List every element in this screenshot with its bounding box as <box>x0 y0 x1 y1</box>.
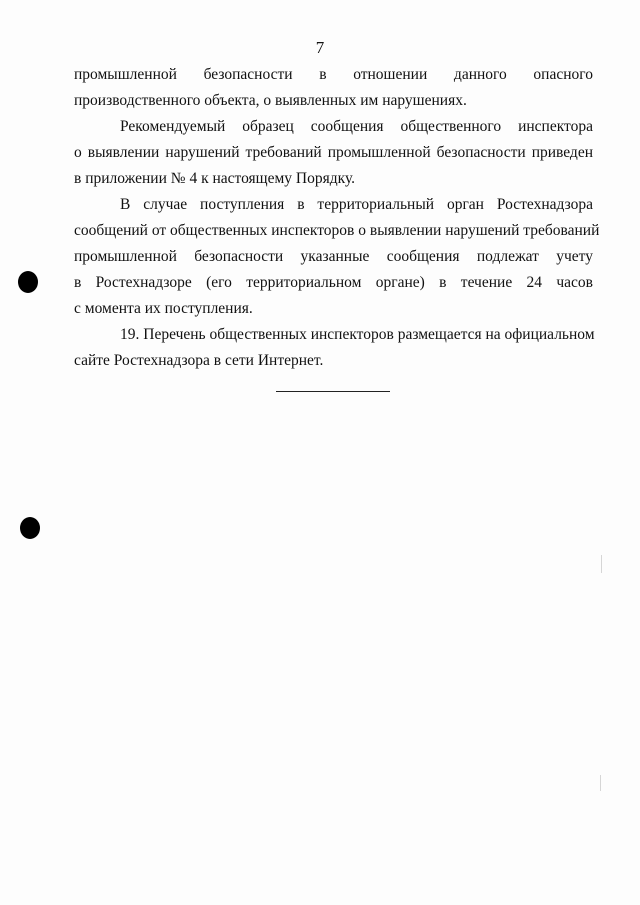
document-body <box>74 62 600 374</box>
text-line: в Ростехнадзоре (его территориальном органе) в течение 24 часов <box>74 274 593 291</box>
text-line: Рекомендуемый образец сообщения общественного инспектора <box>120 118 593 135</box>
text-line: В случае поступления в территориальный орган Ростехнадзора <box>120 196 593 213</box>
punch-hole-mark <box>20 517 40 539</box>
paragraph-item-19 <box>74 322 593 374</box>
scan-artifact <box>600 775 601 791</box>
text-line: с момента их поступления. <box>74 300 253 317</box>
text-line: в приложении № 4 к настоящему Порядку. <box>74 170 356 187</box>
text-line: промышленной безопасности в отношении данного опасного <box>74 66 593 83</box>
scan-artifact <box>601 555 602 573</box>
end-of-text-rule <box>276 391 390 392</box>
text-line: сообщений от общественных инспекторов о выявлении нарушений требований <box>74 222 600 239</box>
text-line: промышленной безопасности указанные сообщения подлежат учету <box>74 248 593 265</box>
page-number: 7 <box>315 38 325 57</box>
paragraph-sample-reference <box>74 114 593 192</box>
punch-hole-mark <box>18 271 38 293</box>
paragraph-registration <box>74 192 600 322</box>
text-line: 19. Перечень общественных инспекторов размещается на официальном <box>120 326 595 343</box>
text-line: о выявлении нарушений требований промышленной безопасности приведен <box>74 144 593 161</box>
text-line: сайте Ростехнадзора в сети Интернет. <box>74 352 324 369</box>
text-line: производственного объекта, о выявленных им нарушениях. <box>74 92 467 109</box>
paragraph-continuation <box>74 62 593 114</box>
